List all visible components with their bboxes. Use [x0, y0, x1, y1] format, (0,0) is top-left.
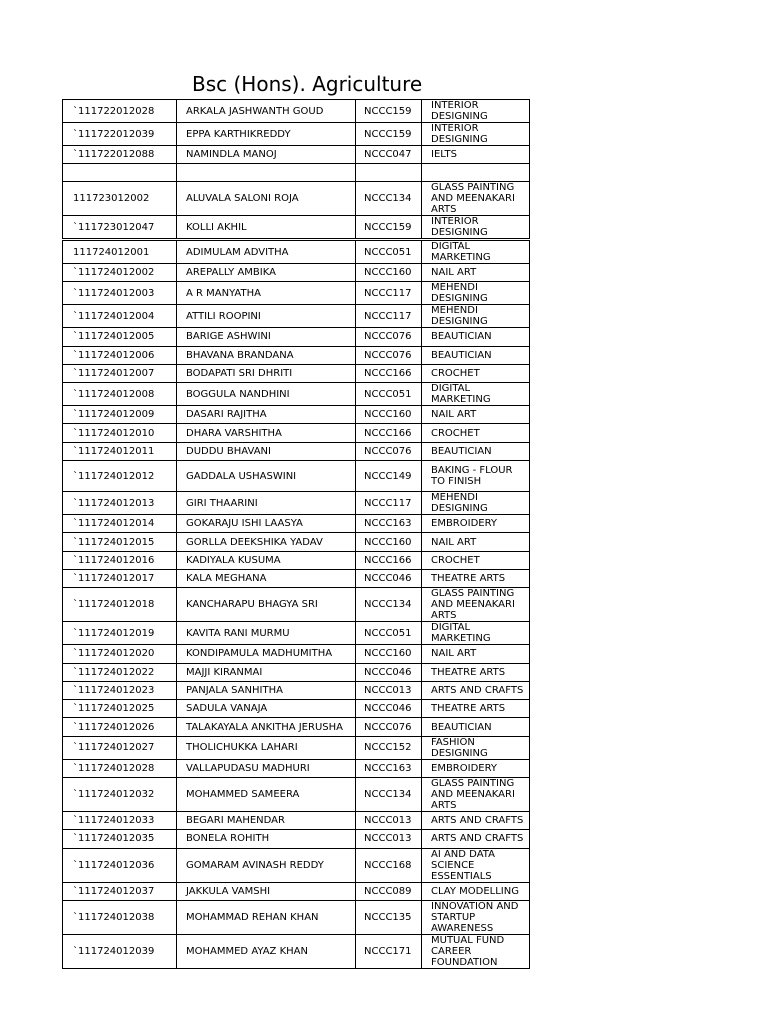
course-code-cell: NCCC159 — [356, 123, 422, 146]
student-id-cell: 111724012001 — [63, 241, 177, 264]
course-code-cell: NCCC160 — [356, 645, 422, 663]
course-name-cell: MEHENDI DESIGNING — [422, 492, 530, 515]
course-code-cell: NCCC051 — [356, 383, 422, 406]
student-name-cell: GADDALA USHASWINI — [177, 461, 356, 492]
table-row — [63, 442, 530, 460]
student-id-cell: `111724012006 — [63, 346, 177, 364]
student-id-cell: `111724012019 — [63, 622, 177, 645]
student-name-cell: GOMARAM AVINASH REDDY — [177, 848, 356, 882]
student-id-cell: 111723012002 — [63, 182, 177, 216]
student-name-cell: AREPALLY AMBIKA — [177, 264, 356, 282]
table-row — [63, 123, 530, 146]
table-row — [63, 533, 530, 551]
course-code-cell: NCCC134 — [356, 778, 422, 812]
table-row — [63, 622, 530, 645]
student-id-cell: `111724012038 — [63, 900, 177, 934]
student-name-cell: KONDIPAMULA MADHUMITHA — [177, 645, 356, 663]
course-name-cell: INTERIOR DESIGNING — [422, 216, 530, 239]
student-name-cell: EPPA KARTHIKREDDY — [177, 123, 356, 146]
table-row — [63, 645, 530, 663]
course-name-cell: BEAUTICIAN — [422, 718, 530, 736]
table-row — [63, 515, 530, 533]
table-row — [63, 934, 530, 968]
course-code-cell: NCCC159 — [356, 216, 422, 239]
student-id-cell: `111722012039 — [63, 123, 177, 146]
course-name-cell: GLASS PAINTING AND MEENAKARI ARTS — [422, 588, 530, 622]
course-name-cell: ARTS AND CRAFTS — [422, 812, 530, 830]
course-code-cell: NCCC046 — [356, 663, 422, 681]
course-code-cell: NCCC135 — [356, 900, 422, 934]
course-name-cell: AI AND DATA SCIENCE ESSENTIALS — [422, 848, 530, 882]
student-id-cell: `111724012013 — [63, 492, 177, 515]
course-name-cell: GLASS PAINTING AND MEENAKARI ARTS — [422, 182, 530, 216]
course-name-cell: INNOVATION AND STARTUP AWARENESS — [422, 900, 530, 934]
course-code-cell: NCCC051 — [356, 622, 422, 645]
student-name-cell: MOHAMMED SAMEERA — [177, 778, 356, 812]
course-name-cell: BEAUTICIAN — [422, 346, 530, 364]
student-name-cell: BODAPATI SRI DHRITI — [177, 364, 356, 382]
course-code-cell: NCCC163 — [356, 515, 422, 533]
course-name-cell: CROCHET — [422, 364, 530, 382]
student-id-cell: `111724012027 — [63, 736, 177, 759]
table-row — [63, 424, 530, 442]
course-name-cell: INTERIOR DESIGNING — [422, 100, 530, 123]
course-code-cell: NCCC089 — [356, 882, 422, 900]
student-id-cell: `111722012088 — [63, 146, 177, 164]
student-name-cell: KALA MEGHANA — [177, 569, 356, 587]
student-name-cell: SADULA VANAJA — [177, 700, 356, 718]
table-row — [63, 848, 530, 882]
table-row — [63, 700, 530, 718]
student-name-cell: BEGARI MAHENDAR — [177, 812, 356, 830]
course-code-cell: NCCC166 — [356, 551, 422, 569]
course-name-cell: THEATRE ARTS — [422, 663, 530, 681]
table-row — [63, 406, 530, 424]
student-name-cell: MAJJI KIRANMAI — [177, 663, 356, 681]
course-code-cell: NCCC163 — [356, 759, 422, 777]
student-table-1 — [62, 99, 530, 239]
course-code-cell — [356, 164, 422, 182]
course-name-cell: NAIL ART — [422, 264, 530, 282]
student-id-cell: `111724012010 — [63, 424, 177, 442]
course-code-cell: NCCC117 — [356, 282, 422, 305]
table-row — [63, 759, 530, 777]
course-code-cell: NCCC166 — [356, 364, 422, 382]
course-code-cell: NCCC047 — [356, 146, 422, 164]
student-name-cell: BHAVANA BRANDANA — [177, 346, 356, 364]
course-code-cell: NCCC117 — [356, 305, 422, 328]
student-name-cell: VALLAPUDASU MADHURI — [177, 759, 356, 777]
course-code-cell: NCCC013 — [356, 830, 422, 848]
course-name-cell: NAIL ART — [422, 645, 530, 663]
student-id-cell: `111724012005 — [63, 328, 177, 346]
student-name-cell: KADIYALA KUSUMA — [177, 551, 356, 569]
course-name-cell: CROCHET — [422, 424, 530, 442]
student-id-cell: `111724012026 — [63, 718, 177, 736]
course-code-cell: NCCC076 — [356, 346, 422, 364]
student-name-cell: MOHAMMAD REHAN KHAN — [177, 900, 356, 934]
table-row — [63, 100, 530, 123]
course-code-cell: NCCC166 — [356, 424, 422, 442]
table-row — [63, 569, 530, 587]
table-row — [63, 681, 530, 699]
student-name-cell: MOHAMMED AYAZ KHAN — [177, 934, 356, 968]
student-id-cell: `111724012020 — [63, 645, 177, 663]
student-name-cell: TALAKAYALA ANKITHA JERUSHA — [177, 718, 356, 736]
student-id-cell: `111723012047 — [63, 216, 177, 239]
student-name-cell: KAVITA RANI MURMU — [177, 622, 356, 645]
student-id-cell: `111724012018 — [63, 588, 177, 622]
course-code-cell: NCCC168 — [356, 848, 422, 882]
course-name-cell: ARTS AND CRAFTS — [422, 681, 530, 699]
student-table-2 — [62, 240, 530, 969]
student-id-cell: `111724012002 — [63, 264, 177, 282]
student-name-cell: GIRI THAARINI — [177, 492, 356, 515]
student-name-cell: ADIMULAM ADVITHA — [177, 241, 356, 264]
table-row — [63, 364, 530, 382]
student-id-cell: `111724012023 — [63, 681, 177, 699]
table-row — [63, 182, 530, 216]
student-name-cell: ATTILI ROOPINI — [177, 305, 356, 328]
student-id-cell: `111724012017 — [63, 569, 177, 587]
table-row — [63, 736, 530, 759]
table-row — [63, 146, 530, 164]
course-name-cell — [422, 164, 530, 182]
table-row — [63, 900, 530, 934]
course-name-cell: ARTS AND CRAFTS — [422, 830, 530, 848]
course-name-cell: EMBROIDERY — [422, 759, 530, 777]
student-id-cell: `111724012009 — [63, 406, 177, 424]
course-code-cell: NCCC046 — [356, 700, 422, 718]
course-code-cell: NCCC171 — [356, 934, 422, 968]
student-id-cell: `111724012004 — [63, 305, 177, 328]
course-code-cell: NCCC134 — [356, 588, 422, 622]
table-row — [63, 264, 530, 282]
student-name-cell: GORLLA DEEKSHIKA YADAV — [177, 533, 356, 551]
table-row — [63, 812, 530, 830]
student-id-cell: `111724012025 — [63, 700, 177, 718]
course-name-cell: INTERIOR DESIGNING — [422, 123, 530, 146]
course-name-cell: BEAUTICIAN — [422, 442, 530, 460]
course-name-cell: IELTS — [422, 146, 530, 164]
student-id-cell: `111724012039 — [63, 934, 177, 968]
student-name-cell: THOLICHUKKA LAHARI — [177, 736, 356, 759]
student-name-cell: ALUVALA SALONI ROJA — [177, 182, 356, 216]
table-row — [63, 216, 530, 239]
table-row — [63, 882, 530, 900]
table-row — [63, 778, 530, 812]
student-name-cell: GOKARAJU ISHI LAASYA — [177, 515, 356, 533]
student-id-cell: `111724012003 — [63, 282, 177, 305]
student-name-cell: KOLLI AKHIL — [177, 216, 356, 239]
student-id-cell: `111724012008 — [63, 383, 177, 406]
course-name-cell: EMBROIDERY — [422, 515, 530, 533]
student-id-cell: `111724012016 — [63, 551, 177, 569]
course-name-cell: MUTUAL FUND CAREER FOUNDATION — [422, 934, 530, 968]
table-row — [63, 461, 530, 492]
student-name-cell: A R MANYATHA — [177, 282, 356, 305]
student-name-cell: NAMINDLA MANOJ — [177, 146, 356, 164]
course-name-cell: DIGITAL MARKETING — [422, 622, 530, 645]
course-name-cell: MEHENDI DESIGNING — [422, 305, 530, 328]
table-row — [63, 282, 530, 305]
student-id-cell: `111724012032 — [63, 778, 177, 812]
course-code-cell: NCCC160 — [356, 264, 422, 282]
student-id-cell: `111724012007 — [63, 364, 177, 382]
table-row — [63, 346, 530, 364]
course-code-cell: NCCC160 — [356, 406, 422, 424]
student-id-cell: `111724012037 — [63, 882, 177, 900]
student-id-cell: `111724012012 — [63, 461, 177, 492]
course-name-cell: BAKING - FLOUR TO FINISH — [422, 461, 530, 492]
student-id-cell: `111724012035 — [63, 830, 177, 848]
table-row — [63, 328, 530, 346]
course-name-cell: CROCHET — [422, 551, 530, 569]
student-name-cell: KANCHARAPU BHAGYA SRI — [177, 588, 356, 622]
course-code-cell: NCCC159 — [356, 100, 422, 123]
course-code-cell: NCCC046 — [356, 569, 422, 587]
student-name-cell: JAKKULA VAMSHI — [177, 882, 356, 900]
course-code-cell: NCCC013 — [356, 681, 422, 699]
student-name-cell: DHARA VARSHITHA — [177, 424, 356, 442]
student-id-cell: `111724012033 — [63, 812, 177, 830]
course-name-cell: DIGITAL MARKETING — [422, 241, 530, 264]
student-name-cell: DASARI RAJITHA — [177, 406, 356, 424]
student-id-cell: `111724012022 — [63, 663, 177, 681]
table-row — [63, 551, 530, 569]
table-row — [63, 588, 530, 622]
student-name-cell: DUDDU BHAVANI — [177, 442, 356, 460]
table-row — [63, 164, 530, 182]
student-id-cell: `111724012015 — [63, 533, 177, 551]
student-id-cell — [63, 164, 177, 182]
student-id-cell: `111722012028 — [63, 100, 177, 123]
page-title: Bsc (Hons). Agriculture — [192, 72, 423, 96]
course-name-cell: DIGITAL MARKETING — [422, 383, 530, 406]
table-row — [63, 492, 530, 515]
student-id-cell: `111724012028 — [63, 759, 177, 777]
course-code-cell: NCCC149 — [356, 461, 422, 492]
student-name-cell — [177, 164, 356, 182]
table-row — [63, 383, 530, 406]
student-name-cell: ARKALA JASHWANTH GOUD — [177, 100, 356, 123]
course-code-cell: NCCC160 — [356, 533, 422, 551]
student-name-cell: BARIGE ASHWINI — [177, 328, 356, 346]
course-code-cell: NCCC076 — [356, 718, 422, 736]
course-name-cell: BEAUTICIAN — [422, 328, 530, 346]
course-code-cell: NCCC051 — [356, 241, 422, 264]
course-code-cell: NCCC134 — [356, 182, 422, 216]
student-name-cell: BOGGULA NANDHINI — [177, 383, 356, 406]
course-code-cell: NCCC013 — [356, 812, 422, 830]
student-name-cell: PANJALA SANHITHA — [177, 681, 356, 699]
course-name-cell: MEHENDI DESIGNING — [422, 282, 530, 305]
student-id-cell: `111724012014 — [63, 515, 177, 533]
course-name-cell: NAIL ART — [422, 406, 530, 424]
course-code-cell: NCCC076 — [356, 328, 422, 346]
course-name-cell: CLAY MODELLING — [422, 882, 530, 900]
table-row — [63, 718, 530, 736]
course-code-cell: NCCC117 — [356, 492, 422, 515]
student-id-cell: `111724012011 — [63, 442, 177, 460]
course-name-cell: NAIL ART — [422, 533, 530, 551]
table-row — [63, 241, 530, 264]
course-code-cell: NCCC152 — [356, 736, 422, 759]
student-id-cell: `111724012036 — [63, 848, 177, 882]
student-name-cell: BONELA ROHITH — [177, 830, 356, 848]
course-name-cell: THEATRE ARTS — [422, 569, 530, 587]
course-name-cell: THEATRE ARTS — [422, 700, 530, 718]
course-name-cell: GLASS PAINTING AND MEENAKARI ARTS — [422, 778, 530, 812]
table-row — [63, 830, 530, 848]
table-row — [63, 663, 530, 681]
course-code-cell: NCCC076 — [356, 442, 422, 460]
course-name-cell: FASHION DESIGNING — [422, 736, 530, 759]
table-row — [63, 305, 530, 328]
